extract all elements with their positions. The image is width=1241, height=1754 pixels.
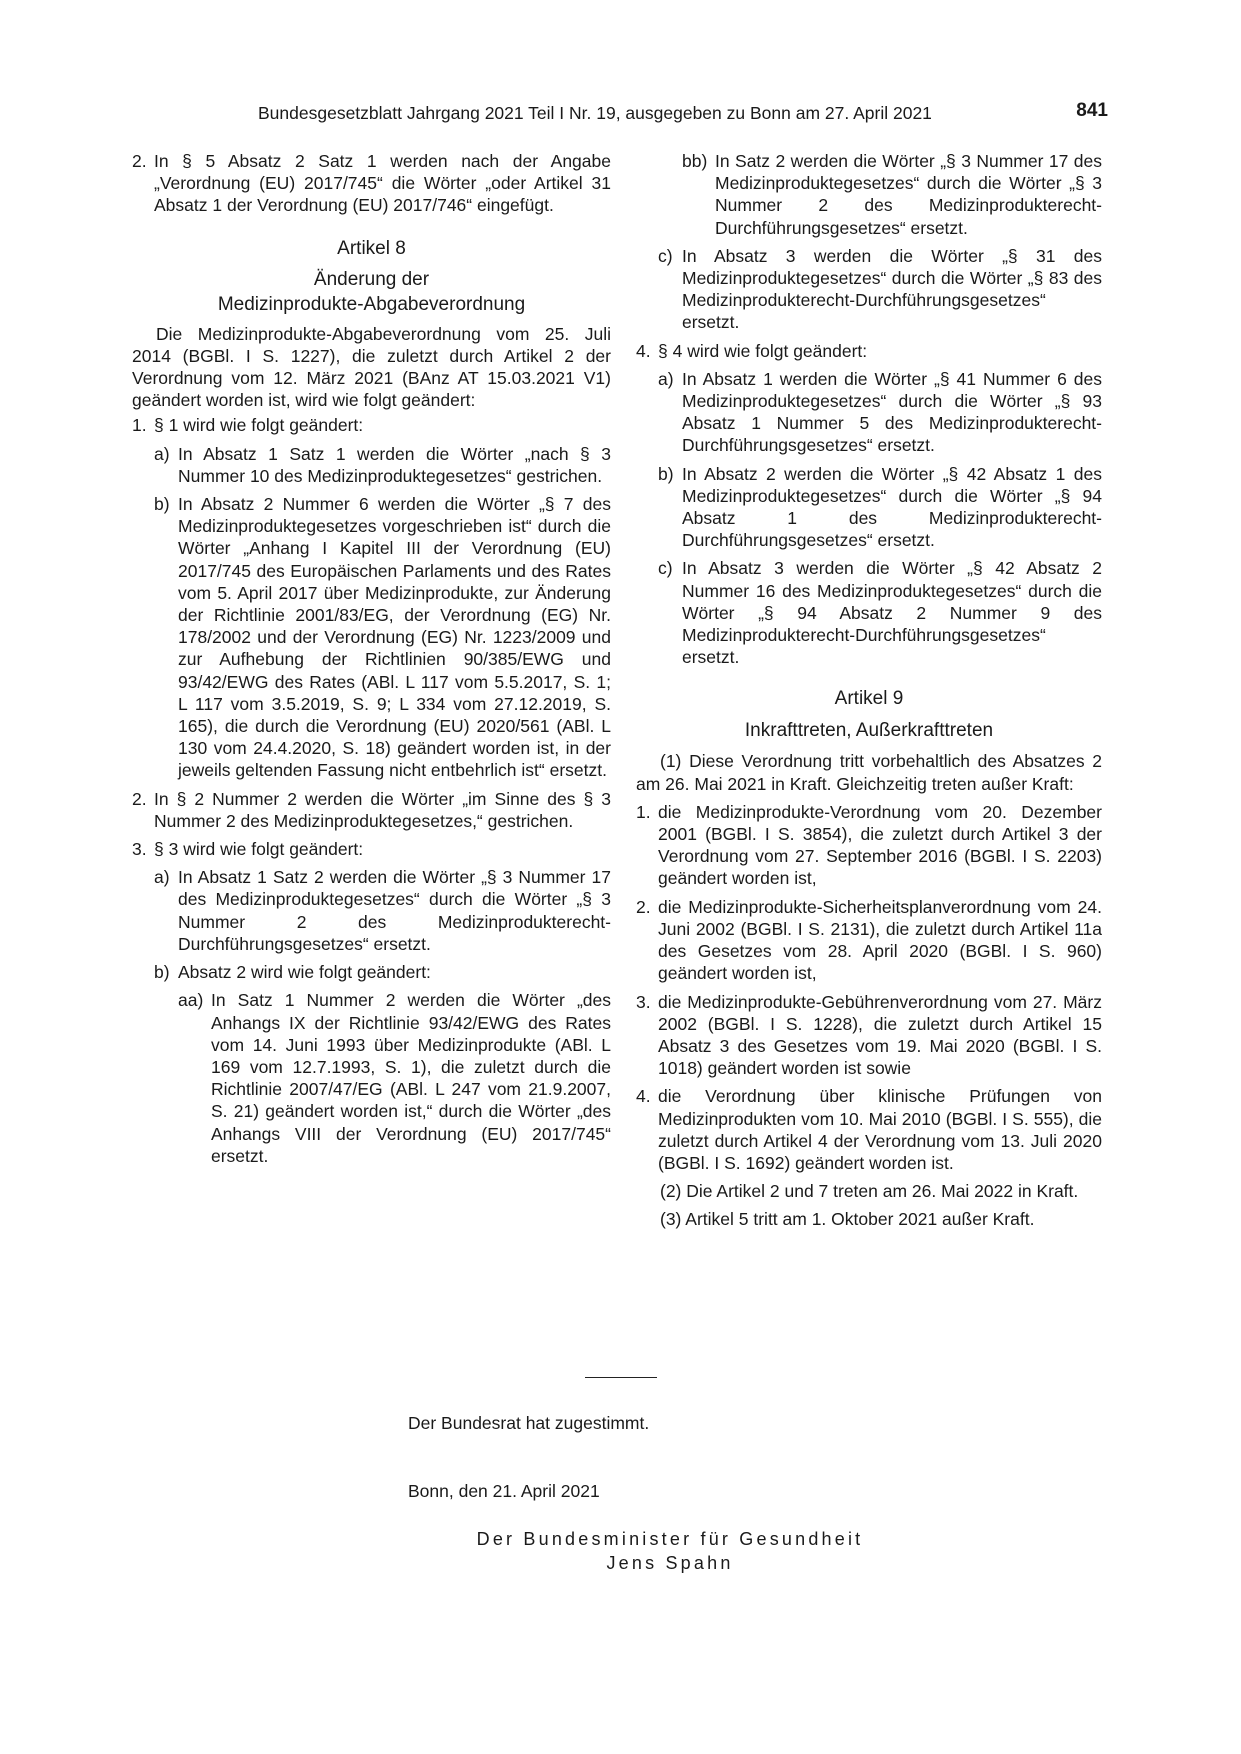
list-item — [132, 788, 611, 832]
list-item — [154, 493, 611, 782]
item-text: In Absatz 1 werden die Wörter „§ 41 Nummer 6 des Medizinproduktegesetzes“ durch die Wörter „§ 93 Absatz 1 Nummer 5 des Medizinprodukterecht-Durchführungsgesetzes“ ersetzt. — [682, 368, 1102, 456]
item-number: 4. — [636, 1086, 651, 1107]
item-text: die Verordnung über klinische Prüfungen von Medizinprodukten vom 10. Mai 2010 (BGBl. I S. 555), die zuletzt durch Artikel 4 der Verordnung vom 13. Juli 2020 (BGBl. I S. 1692) geändert worden ist. — [658, 1086, 1102, 1173]
article-9-paragraph-2: (2) Die Artikel 2 und 7 treten am 26. Mai 2022 in Kraft. — [660, 1181, 1079, 1202]
item-number: 2. — [132, 788, 147, 809]
list-item — [636, 801, 1102, 890]
item-text: In Absatz 1 Satz 2 werden die Wörter „§ 3 Nummer 17 des Medizinproduktegesetzes“ durch die Wörter „§ 3 Nummer 2 des Medizinprodukterecht-Durchführungsgesetzes“ ersetzt. — [178, 867, 611, 954]
item-text: die Medizinprodukte-Verordnung vom 20. Dezember 2001 (BGBl. I S. 3854), die zuletzt durch Artikel 3 der Verordnung vom 27. September 2016 (BGBl. I S. 2203) geändert worden ist, — [658, 801, 1102, 889]
list-item — [636, 340, 1102, 362]
item-number: 2. — [636, 896, 651, 917]
item-number: bb) — [682, 151, 708, 171]
article-8-subtitle-line2: Medizinprodukte-Abgabeverordnung — [217, 293, 526, 315]
list-item — [658, 245, 1102, 334]
item-text: In Absatz 2 Nummer 6 werden die Wörter „§ 7 des Medizinproduktegesetzes vorgeschrieben ist“ durch die Wörter „Anhang I Kapitel III der Verordnung (EU) 2017/745 des Europäischen Parlaments und des Rates vom 5. April 2017 über Medizinprodukte, zur Änderung der Richtlinie 2001/83/EG, der Verordnung (EG) Nr. 178/2002 und der Verordnung (EG) Nr. 1223/2009 und zur Aufhebung der Richtlinien 90/385/EWG und 93/42/EWG des Rates (ABl. L 117 vom 5.5.2017, S. 1; L 117 vom 3.5.2019, S. 9; L 334 vom 27.12.2019, S. 165), die durch die Verordnung (EU) 2020/561 (ABl. L 130 vom 24.4.2020, S. 18) geändert worden ist, in der jeweils geltenden Fassung nicht entbehrlich ist“ ersetzt. — [178, 494, 611, 781]
article-8-title: Artikel 8 — [337, 237, 406, 259]
item-number: 1. — [132, 415, 147, 436]
signature-block — [300, 1527, 1040, 1575]
header-title: Bundesgesetzblatt Jahrgang 2021 Teil I Nr. 19, ausgegeben zu Bonn am 27. April 2021 — [258, 103, 932, 123]
item-text: die Medizinprodukte-Gebührenverordnung vom 27. März 2002 (BGBl. I S. 1228), die zuletzt durch Artikel 15 Absatz 3 des Gesetzes vom 19. Mai 2020 (BGBl. I S. 1018) geändert worden ist sowie — [658, 991, 1102, 1079]
item-number: 2. — [132, 151, 147, 171]
item-number: 4. — [636, 340, 651, 361]
list-item — [132, 838, 611, 860]
bundesrat-assent: Der Bundesrat hat zugestimmt. — [408, 1413, 650, 1433]
item-number: a) — [154, 867, 170, 888]
item-number: c) — [658, 245, 673, 266]
item-text: § 3 wird wie folgt geändert: — [154, 839, 364, 860]
item-text: § 1 wird wie folgt geändert: — [154, 415, 364, 436]
list-item — [658, 463, 1102, 552]
item-number: 3. — [132, 839, 147, 860]
item-number: b) — [154, 494, 170, 515]
list-item — [178, 989, 611, 1167]
left-column — [132, 150, 611, 1167]
item-number: 3. — [636, 991, 651, 1012]
signer-title: Der Bundesminister für Gesundheit — [476, 1529, 864, 1549]
item-text: In Absatz 3 werden die Wörter „§ 31 des Medizinproduktegesetzes“ durch die Wörter „§ 83 des Medizinprodukterecht-Durchführungsgesetzes“ ersetzt. — [682, 245, 1102, 333]
list-item — [636, 896, 1102, 985]
item-number: c) — [658, 558, 673, 579]
place-date: Bonn, den 21. April 2021 — [408, 1481, 600, 1501]
article-8-intro: Die Medizinprodukte-Abgabeverordnung vom 25. Juli 2014 (BGBl. I S. 1227), die zuletzt durch Artikel 2 der Verordnung vom 12. März 2021 (BAnz AT 15.03.2021 V1) geändert worden ist, wird wie folgt geändert: — [132, 323, 611, 411]
item-text: In Absatz 2 werden die Wörter „§ 42 Absatz 1 des Medizinproduktegesetzes“ durch die Wörter „§ 94 Absatz 1 des Medizinprodukterecht-Durchführungsgesetzes“ ersetzt. — [682, 463, 1102, 551]
item-text: In § 5 Absatz 2 Satz 1 werden nach der Angabe „Verordnung (EU) 2017/745“ die Wörter „oder Artikel 31 Absatz 1 der Verordnung (EU) 2017/746“ eingefügt. — [154, 151, 611, 216]
list-item — [682, 150, 1102, 239]
item-text: die Medizinprodukte-Sicherheitsplanverordnung vom 24. Juni 2002 (BGBl. I S. 2131), die zuletzt durch Artikel 11a des Gesetzes vom 28. April 2020 (BGBl. I S. 960) geändert worden ist, — [658, 896, 1102, 984]
item-text: In Absatz 3 werden die Wörter „§ 42 Absatz 2 Nummer 16 des Medizinproduktegesetzes“ durch die Wörter „§ 94 Absatz 2 Nummer 9 des Medizinprodukterecht-Durchführungsgesetzes“ ersetzt. — [682, 558, 1102, 668]
item-text: In § 2 Nummer 2 werden die Wörter „im Sinne des § 3 Nummer 2 des Medizinproduktegesetzes,“ gestrichen. — [154, 788, 611, 831]
right-column — [636, 150, 1102, 1231]
item-text: Absatz 2 wird wie folgt geändert: — [178, 962, 431, 983]
item-text: In Satz 2 werden die Wörter „§ 3 Nummer 17 des Medizinproduktegesetzes“ durch die Wörter „§ 3 Nummer 2 des Medizinprodukterecht-Durchführungsgesetzes“ ersetzt. — [715, 151, 1102, 238]
list-item — [132, 150, 611, 217]
list-item — [636, 1085, 1102, 1174]
item-number: b) — [154, 962, 170, 983]
separator-line — [585, 1377, 657, 1378]
item-number: 1. — [636, 801, 651, 822]
list-item — [658, 368, 1102, 457]
article-8-subtitle-line1: Änderung der — [313, 268, 430, 290]
item-text: § 4 wird wie folgt geändert: — [658, 340, 868, 361]
item-text: In Absatz 1 Satz 1 werden die Wörter „nach § 3 Nummer 10 des Medizinproduktegesetzes“ gestrichen. — [178, 443, 611, 486]
list-item — [636, 991, 1102, 1080]
item-number: a) — [658, 368, 674, 389]
page-number: 841 — [1076, 100, 1108, 121]
list-item — [154, 443, 611, 487]
item-number: b) — [658, 463, 674, 484]
article-9-paragraph-1: (1) Diese Verordnung tritt vorbehaltlich des Absatzes 2 am 26. Mai 2021 in Kraft. Gleichzeitig treten außer Kraft: — [636, 751, 1102, 794]
list-item — [132, 414, 611, 436]
item-number: a) — [154, 443, 170, 464]
signer-name: Jens Spahn — [606, 1553, 734, 1573]
item-number: aa) — [178, 990, 204, 1011]
article-9-paragraph-3: (3) Artikel 5 tritt am 1. Oktober 2021 außer Kraft. — [660, 1209, 1035, 1230]
item-text: In Satz 1 Nummer 2 werden die Wörter „des Anhangs IX der Richtlinie 93/42/EWG des Rates vom 14. Juni 1993 über Medizinprodukte (ABl. L 169 vom 12.7.1993, S. 1), die zuletzt durch die Richtlinie 2007/47/EG (ABl. L 247 vom 21.9.2007, S. 21) geändert worden ist,“ durch die Wörter „des Anhangs VIII der Verordnung (EU) 2017/745“ ersetzt. — [211, 990, 611, 1166]
page-header — [258, 100, 1108, 126]
article-9-subtitle: Inkrafttreten, Außerkrafttreten — [744, 720, 994, 742]
article-9-title: Artikel 9 — [834, 688, 904, 710]
list-item — [154, 961, 611, 983]
list-item — [154, 866, 611, 955]
list-item — [658, 557, 1102, 668]
